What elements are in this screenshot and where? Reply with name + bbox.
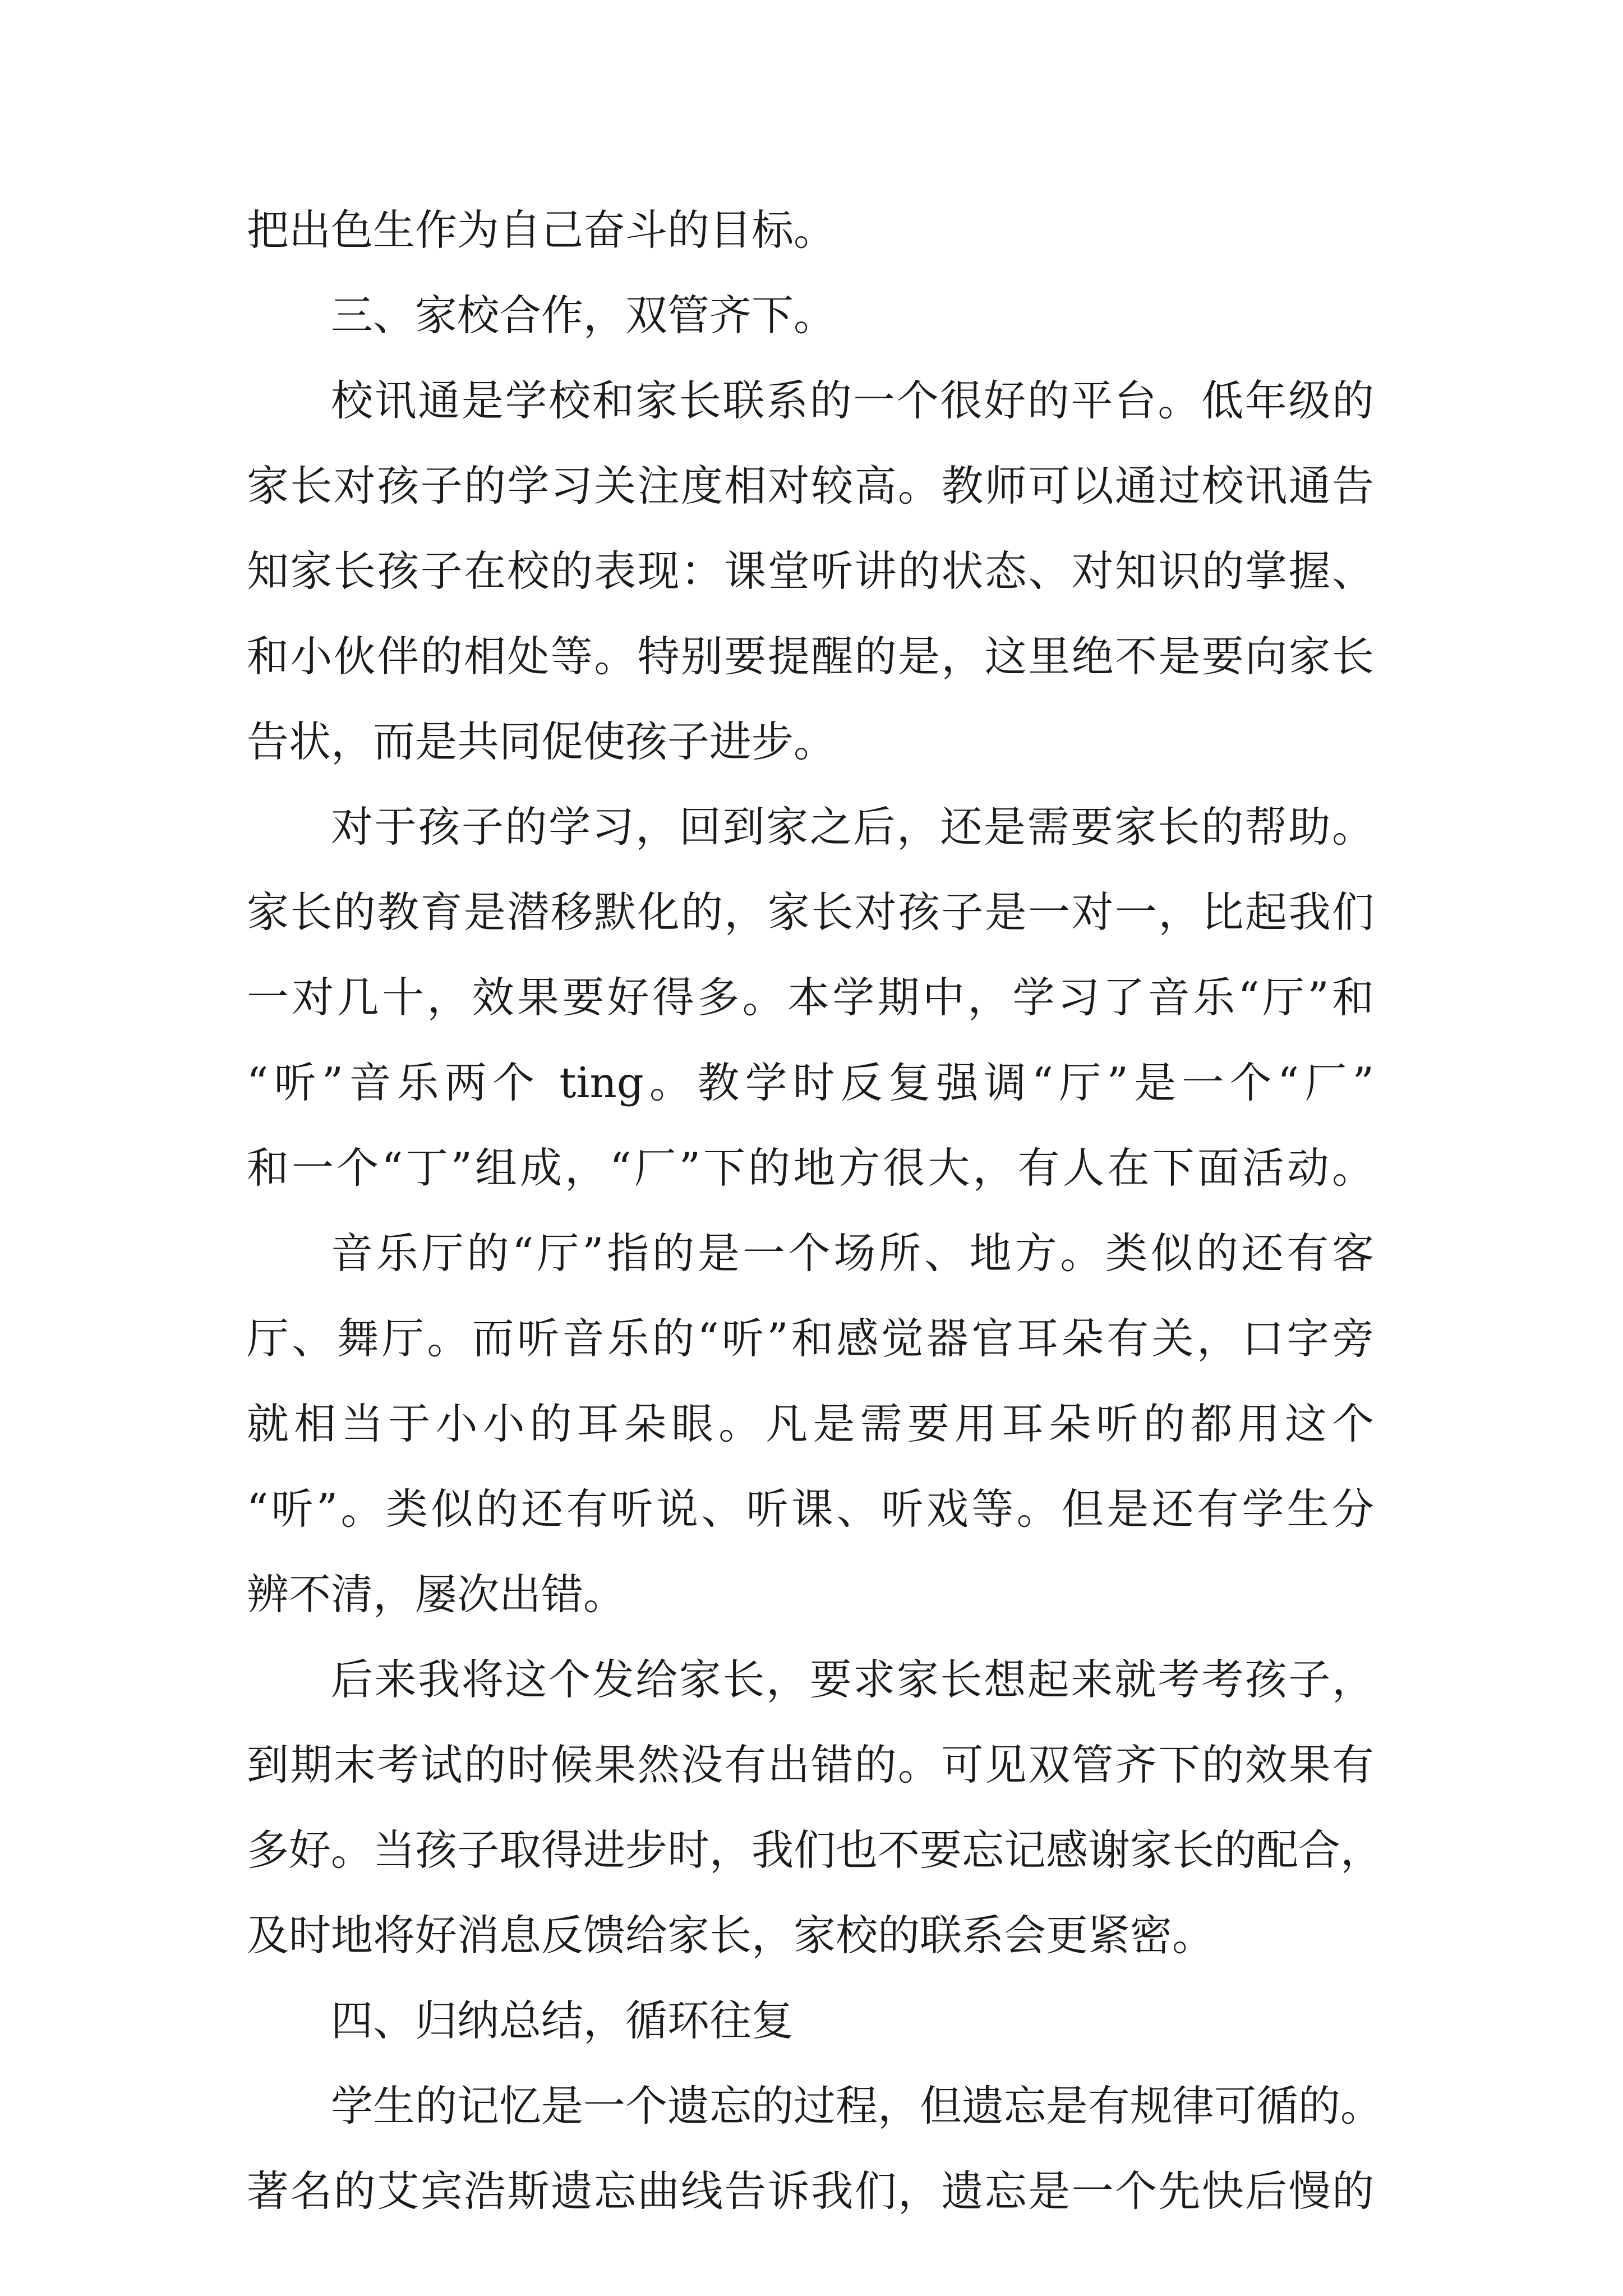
section-heading: 四、归纳总结，循环往复 [331, 1996, 794, 2045]
text-line: “听”。类似的还有听说、听课、听戏等。但是还有学生分 [247, 1484, 1374, 1534]
text-line: 到期末考试的时候果然没有出错的。可见双管齐下的效果有 [247, 1740, 1374, 1789]
text-line: 校讯通是学校和家长联系的一个很好的平台。低年级的 [331, 376, 1374, 425]
text-line: 对于孩子的学习，回到家之后，还是需要家长的帮助。 [331, 802, 1374, 852]
text-line: 及时地将好消息反馈给家长，家校的联系会更紧密。 [247, 1911, 1215, 1960]
text-line: 就相当于小小的耳朵眼。凡是需要用耳朵听的都用这个 [247, 1399, 1374, 1448]
text-line: “听”音乐两个 ting。教学时反复强调“厅”是一个“厂” [247, 1058, 1374, 1107]
text-line: 和小伙伴的相处等。特别要提醒的是，这里绝不是要向家长 [247, 632, 1374, 681]
text-line: 家长的教育是潜移默化的，家长对孩子是一对一，比起我们 [247, 887, 1374, 937]
text-line: 厅、舞厅。而听音乐的“听”和感觉器官耳朵有关，口字旁 [247, 1314, 1374, 1363]
text-line: 告状，而是共同促使孩子进步。 [247, 717, 836, 766]
text-line: 和一个“丁”组成，“厂”下的地方很大，有人在下面活动。 [247, 1143, 1374, 1193]
text-line: 音乐厅的“厅”指的是一个场所、地方。类似的还有客 [331, 1228, 1374, 1278]
text-line: 学生的记忆是一个遗忘的过程，但遗忘是有规律可循的。 [331, 2081, 1383, 2131]
text-line: 知家长孩子在校的表现：课堂听讲的状态、对知识的掌握、 [247, 546, 1374, 596]
text-line: 辨不清，屡次出错。 [247, 1570, 626, 1619]
text-line: 家长对孩子的学习关注度相对较高。教师可以通过校讯通告 [247, 461, 1374, 510]
text-line: 把出色生作为自己奋斗的目标。 [247, 205, 836, 255]
section-heading: 三、家校合作，双管齐下。 [331, 291, 836, 340]
text-line: 一对几十，效果要好得多。本学期中，学习了音乐“厅”和 [247, 973, 1374, 1022]
text-line: 著名的艾宾浩斯遗忘曲线告诉我们，遗忘是一个先快后慢的 [247, 2166, 1374, 2216]
text-line: 后来我将这个发给家长，要求家长想起来就考考孩子， [331, 1655, 1374, 1704]
text-line: 多好。当孩子取得进步时，我们也不要忘记感谢家长的配合， [247, 1825, 1383, 1875]
